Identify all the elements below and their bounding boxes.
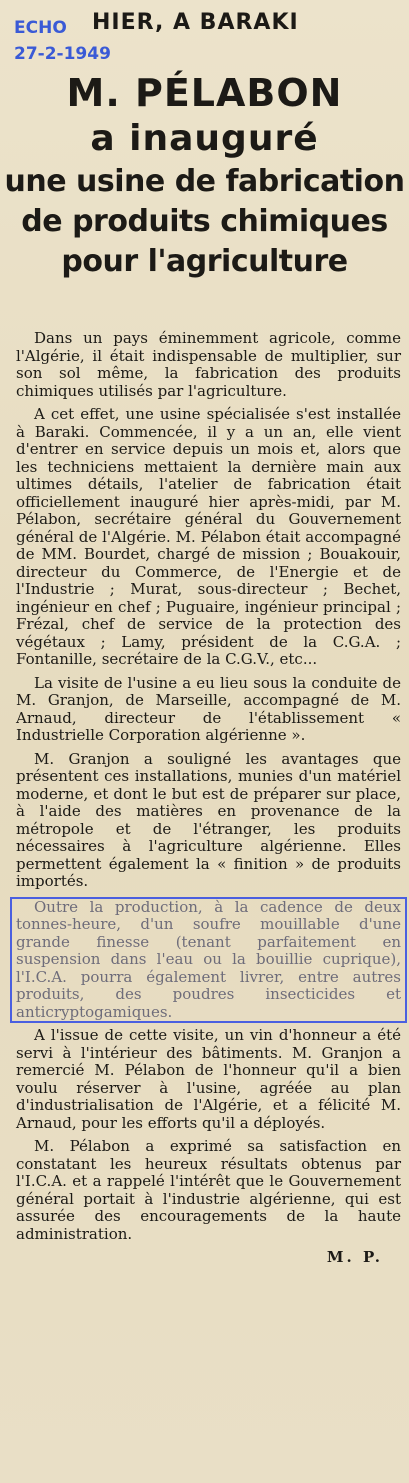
- highlighted-passage: [10, 897, 407, 1024]
- headline-line-4: de produits chimiques: [21, 204, 388, 239]
- article-paragraph: A l'issue de cette visite, un vin d'honneur a été servi à l'intérieur des bâtiments. M. Granjon a remercié M. Pélabon de l'honneur qu'il a bien voulu réserver à l'usine, agréée au plan d'industrialisation de l'Algérie, et a félicité M. Arnaud, pour les efforts qu'il a déployés.: [16, 1026, 401, 1132]
- article-body: [16, 330, 401, 1267]
- article-paragraph: La visite de l'usine a eu lieu sous la conduite de M. Granjon, de Marseille, accompagné de M. Arnaud, directeur de l'établissement « Industrielle Corporation algérienne ».: [16, 673, 401, 744]
- article-paragraph: M. Granjon a souligné les avantages que présentent ces installations, munies d'un matériel moderne, et dont le but est de préparer sur place, à l'aide des matières en provenance de la métropole et de l'étranger, les produits nécessaires à l'agriculture algérienne. Elles permettent également la « finition » de produits importés.: [16, 749, 401, 890]
- headline-line-5: pour l'agriculture: [61, 244, 348, 279]
- article-paragraph: Dans un pays éminemment agricole, comme l'Algérie, il était indispensable de multiplier, sur son sol même, la fabrication des produits chimiques utilisés par l'agriculture.: [16, 329, 401, 400]
- highlighted-paragraph: Outre la production, à la cadence de deux tonnes-heure, d'un soufre mouillable d'une grande finesse (tenant parfaitement en suspension dans l'eau ou la bouillie cuprique), l'I.C.A. pourra également livrer, entre autres produits, des poudres insecticides et anticryptogamiques.: [16, 897, 401, 1021]
- headline: [0, 70, 409, 282]
- stamp-paper-name: ECHO: [14, 18, 67, 38]
- kicker-heading: HIER, A BARAKI: [92, 10, 299, 35]
- article-paragraph: M. Pélabon a exprimé sa satisfaction en constatant les heureux résultats obtenus par l'I.C.A. et a rappelé l'intérêt que le Gouvernement général portait à l'industrie algérienne, qui est assurée des encouragements de la haute administration.: [16, 1137, 401, 1243]
- headline-line-2: a inauguré: [90, 118, 319, 159]
- author-signature: M. P.: [326, 1248, 383, 1266]
- article-paragraph: A cet effet, une usine spécialisée s'est installée à Baraki. Commencée, il y a un an, elle vient d'entrer en service depuis un mois et, alors que les techniciens mettaient la dernière main aux ultimes détails, l'atelier de fabrication était officiellement inauguré hier après-midi, par M. Pélabon, secrétaire général du Gouvernement général de l'Algérie. M. Pélabon était accompagné de MM. Bourdet, chargé de mission ; Bouakouir, directeur du Commerce, de l'Energie et de l'Industrie ; Murat, sous-directeur ; Bechet, ingénieur en chef ; Puguaire, ingénieur principal ; Frézal, chef de service de la protection des végétaux ; Lamy, président de la C.G.A. ; Fontanille, secrétaire de la C.G.V., etc...: [16, 405, 401, 668]
- headline-line-3: une usine de fabrication: [4, 164, 405, 199]
- headline-line-1: M. PÉLABON: [66, 71, 343, 115]
- stamp-date: 27-2-1949: [14, 44, 111, 64]
